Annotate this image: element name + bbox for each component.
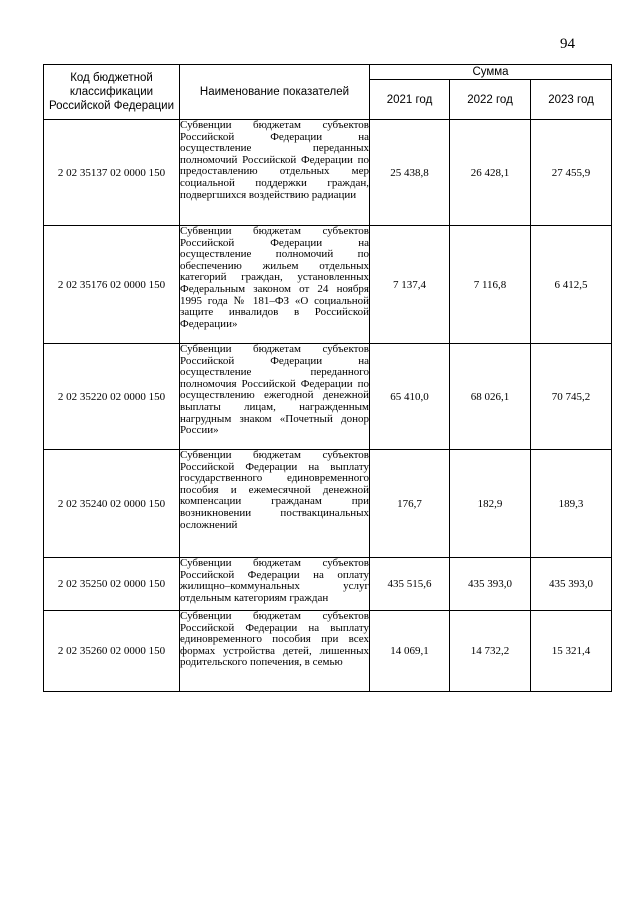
row-value-2021: 25 438,8 [370,120,450,226]
table-row [44,558,612,611]
row-value-2022: 26 428,1 [450,120,531,226]
row-value-2021: 176,7 [370,450,450,558]
table-row [44,344,612,450]
budget-table [43,64,612,692]
table-row [44,120,612,226]
page-number: 94 [560,36,575,52]
row-value-2021: 14 069,1 [370,611,450,692]
row-code: 2 02 35220 02 0000 150 [44,344,180,450]
row-value-2021: 65 410,0 [370,344,450,450]
header-year-2022: 2022 год [450,80,531,120]
row-code: 2 02 35250 02 0000 150 [44,558,180,611]
row-value-2022: 7 116,8 [450,226,531,344]
table-row [44,226,612,344]
row-code: 2 02 35260 02 0000 150 [44,611,180,692]
row-value-2022: 14 732,2 [450,611,531,692]
row-value-2022: 435 393,0 [450,558,531,611]
row-name: Субвенции бюджетам субъектов Российской Федерации на оплату жилищно–коммунальных услуг отдельным категориям граждан [180,558,370,611]
row-value-2023: 70 745,2 [531,344,612,450]
header-name: Наименование показателей [180,65,370,120]
row-value-2023: 6 412,5 [531,226,612,344]
row-name: Субвенции бюджетам субъектов Российской Федерации на осуществление переданного полномочия Российской Федерации по осуществлению ежегодной денежной выплаты лицам, награжденным нагрудным знаком «Почетный донор России» [180,344,370,450]
row-code: 2 02 35240 02 0000 150 [44,450,180,558]
row-code: 2 02 35137 02 0000 150 [44,120,180,226]
header-year-2023: 2023 год [531,80,612,120]
header-row [44,65,612,80]
header-sum: Сумма [370,65,612,80]
row-value-2023: 435 393,0 [531,558,612,611]
row-value-2022: 68 026,1 [450,344,531,450]
row-value-2021: 435 515,6 [370,558,450,611]
row-name: Субвенции бюджетам субъектов Российской Федерации на выплату государственного единовременного пособия и ежемесячной денежной компенсации гражданам при возникновении поствакцинальных осложнений [180,450,370,558]
row-value-2023: 189,3 [531,450,612,558]
row-name: Субвенции бюджетам субъектов Российской Федерации на осуществление полномочий по обеспечению жильем отдельных категорий граждан, установленных Федеральным законом от 24 ноября 1995 года № 181–ФЗ «О социальной защите инвалидов в Российской Федерации» [180,226,370,344]
row-value-2023: 15 321,4 [531,611,612,692]
row-value-2022: 182,9 [450,450,531,558]
row-value-2021: 7 137,4 [370,226,450,344]
header-code: Код бюджетной классификации Российской Федерации [44,65,180,120]
table-row [44,611,612,692]
row-name: Субвенции бюджетам субъектов Российской Федерации на выплату единовременного пособия при всех формах устройства детей, лишенных родительского попечения, в семью [180,611,370,692]
table-row [44,450,612,558]
header-year-2021: 2021 год [370,80,450,120]
row-value-2023: 27 455,9 [531,120,612,226]
row-code: 2 02 35176 02 0000 150 [44,226,180,344]
row-name: Субвенции бюджетам субъектов Российской Федерации на осуществление переданных полномочий Российской Федерации по предоставлению отдельных мер социальной поддержки граждан, подвергшихся воздействию радиации [180,120,370,226]
